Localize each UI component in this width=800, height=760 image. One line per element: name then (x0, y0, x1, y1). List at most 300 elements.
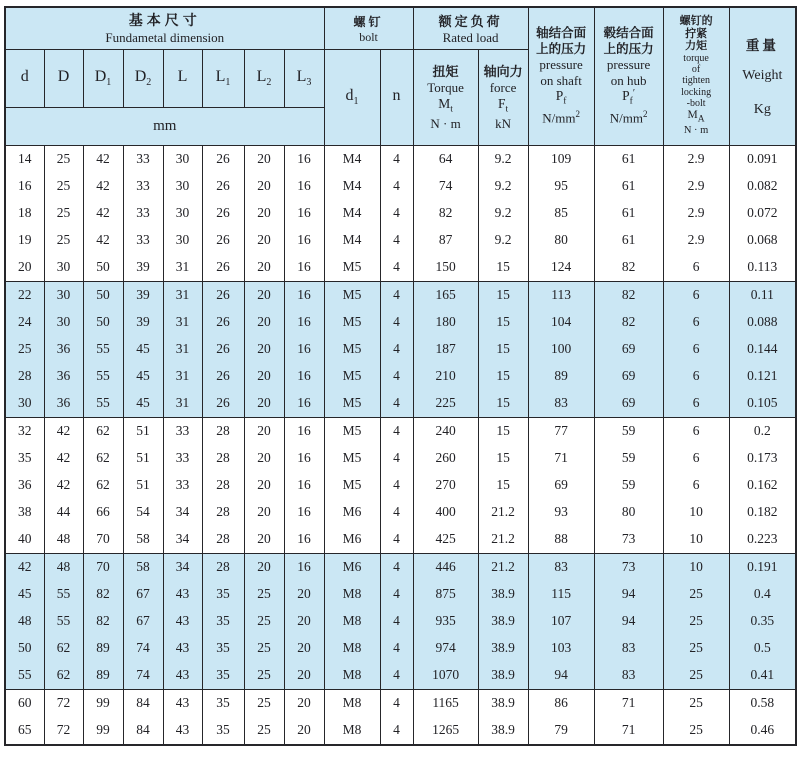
cell: 20 (5, 254, 44, 282)
cell: 36 (5, 472, 44, 499)
cell: M5 (324, 309, 380, 336)
cell: 20 (244, 227, 284, 254)
cell: 16 (284, 281, 324, 309)
cell: 67 (123, 581, 163, 608)
header-rated-load-zh: 额定负荷 (438, 13, 503, 29)
cell: 38.9 (478, 581, 528, 608)
cell: 82 (83, 608, 123, 635)
col-header-pressure-shaft (528, 7, 594, 145)
cell: 33 (123, 145, 163, 173)
header-unit: $N/mm^2$ (542, 108, 580, 126)
cell: 51 (123, 445, 163, 472)
cell: 270 (413, 472, 478, 499)
cell: 26 (202, 363, 244, 390)
cell: 60 (5, 689, 44, 717)
cell: 28 (202, 499, 244, 526)
cell: 54 (123, 499, 163, 526)
cell: M5 (324, 336, 380, 363)
cell: 30 (5, 390, 44, 418)
cell: 6 (663, 445, 729, 472)
cell: 25 (244, 662, 284, 690)
cell: 4 (380, 200, 413, 227)
cell: 64 (413, 145, 478, 173)
cell: 43 (163, 581, 202, 608)
cell: 15 (478, 363, 528, 390)
header-line: Torque (427, 80, 464, 96)
cell: 82 (594, 254, 663, 282)
cell: 69 (594, 363, 663, 390)
cell: 30 (163, 200, 202, 227)
cell: 45 (123, 390, 163, 418)
cell: 40 (5, 526, 44, 554)
cell: 104 (528, 309, 594, 336)
header-line: torque (683, 53, 709, 65)
cell: 400 (413, 499, 478, 526)
cell: 4 (380, 499, 413, 526)
cell: 6 (663, 363, 729, 390)
cell: 69 (594, 336, 663, 363)
cell: 35 (202, 608, 244, 635)
row-group-3 (5, 417, 796, 553)
cell: 62 (83, 417, 123, 445)
cell: 70 (83, 526, 123, 554)
cell: 19 (5, 227, 44, 254)
cell: 65 (5, 717, 44, 745)
table-row (5, 662, 796, 690)
col-header-weight (729, 7, 796, 145)
cell: 20 (244, 526, 284, 554)
cell: 35 (202, 689, 244, 717)
cell: 21.2 (478, 499, 528, 526)
header-line: 拧紧 (685, 27, 708, 40)
cell: 72 (44, 717, 83, 745)
row-group-4 (5, 553, 796, 689)
cell: 25 (44, 227, 83, 254)
col-header-d: d (5, 49, 44, 107)
cell: 79 (528, 717, 594, 745)
cell: M4 (324, 227, 380, 254)
cell: 25 (244, 689, 284, 717)
cell: 20 (244, 309, 284, 336)
cell: 16 (284, 309, 324, 336)
cell: 74 (123, 662, 163, 690)
cell: 20 (284, 717, 324, 745)
cell: 26 (202, 227, 244, 254)
cell: 74 (123, 635, 163, 662)
col-header-axial-force (478, 49, 528, 145)
header-unit: N · m (430, 116, 461, 132)
cell: 35 (202, 581, 244, 608)
cell: 0.068 (729, 227, 796, 254)
cell: 20 (284, 635, 324, 662)
spec-table (4, 6, 797, 746)
cell: 36 (44, 336, 83, 363)
header-bolt (324, 7, 413, 49)
cell: 28 (202, 445, 244, 472)
cell: 28 (202, 553, 244, 581)
cell: 42 (83, 200, 123, 227)
table-row (5, 445, 796, 472)
cell: 30 (163, 173, 202, 200)
cell: 43 (163, 662, 202, 690)
cell: 35 (5, 445, 44, 472)
cell: 26 (202, 336, 244, 363)
col-header-L1: $L_1$ (202, 49, 244, 107)
cell: M6 (324, 499, 380, 526)
cell: 6 (663, 336, 729, 363)
cell: 31 (163, 254, 202, 282)
cell: 15 (478, 390, 528, 418)
cell: M4 (324, 173, 380, 200)
cell: 50 (5, 635, 44, 662)
header-row-1 (5, 7, 796, 49)
cell: M5 (324, 363, 380, 390)
cell: 15 (478, 472, 528, 499)
cell: 0.088 (729, 309, 796, 336)
cell: 25 (244, 635, 284, 662)
table-row (5, 608, 796, 635)
cell: 67 (123, 608, 163, 635)
cell: M8 (324, 608, 380, 635)
col-header-L: L (163, 49, 202, 107)
cell: 48 (44, 526, 83, 554)
cell: 15 (478, 445, 528, 472)
header-unit-mm: mm (5, 107, 324, 145)
cell: 165 (413, 281, 478, 309)
col-header-L2: $L_2$ (244, 49, 284, 107)
cell: 58 (123, 553, 163, 581)
cell: 150 (413, 254, 478, 282)
cell: 26 (202, 309, 244, 336)
cell: 6 (663, 390, 729, 418)
cell: 35 (202, 635, 244, 662)
cell: 20 (244, 553, 284, 581)
header-unit: N · m (683, 125, 709, 137)
cell: 0.173 (729, 445, 796, 472)
cell: 4 (380, 445, 413, 472)
cell: 74 (413, 173, 478, 200)
cell: 9.2 (478, 145, 528, 173)
cell: 100 (528, 336, 594, 363)
cell: 10 (663, 499, 729, 526)
cell: 62 (83, 472, 123, 499)
cell: 84 (123, 689, 163, 717)
cell: 83 (594, 662, 663, 690)
header-line: locking (681, 86, 712, 98)
cell: 6 (663, 254, 729, 282)
cell: 26 (202, 200, 244, 227)
header-line: -bolt (686, 97, 706, 109)
cell: 2.9 (663, 145, 729, 173)
cell: M5 (324, 445, 380, 472)
cell: 4 (380, 689, 413, 717)
table-row (5, 581, 796, 608)
cell: 62 (44, 662, 83, 690)
header-bolt-zh: 螺钉 (353, 14, 384, 29)
header-line: 轴向力 (483, 64, 523, 80)
cell: 71 (594, 717, 663, 745)
table-row (5, 173, 796, 200)
cell: 35 (202, 662, 244, 690)
cell: 974 (413, 635, 478, 662)
cell: 42 (44, 472, 83, 499)
cell: 48 (5, 608, 44, 635)
cell: 31 (163, 390, 202, 418)
cell: 20 (244, 445, 284, 472)
cell: 33 (123, 173, 163, 200)
cell: 15 (478, 281, 528, 309)
cell: 55 (44, 581, 83, 608)
cell: 30 (44, 281, 83, 309)
cell: 35 (202, 717, 244, 745)
cell: 33 (163, 417, 202, 445)
cell: M8 (324, 689, 380, 717)
cell: M5 (324, 417, 380, 445)
cell: 51 (123, 472, 163, 499)
cell: 38.9 (478, 608, 528, 635)
cell: 15 (478, 336, 528, 363)
cell: 4 (380, 581, 413, 608)
cell: 94 (528, 662, 594, 690)
cell: 42 (83, 145, 123, 173)
cell: 0.113 (729, 254, 796, 282)
cell: 9.2 (478, 173, 528, 200)
cell: 16 (284, 553, 324, 581)
table-row (5, 553, 796, 581)
cell: 34 (163, 553, 202, 581)
cell: 2.9 (663, 200, 729, 227)
cell: 43 (163, 635, 202, 662)
header-basic-dimension-en: Fundametal dimension (105, 30, 225, 46)
cell: 0.182 (729, 499, 796, 526)
cell: 31 (163, 281, 202, 309)
cell: 0.35 (729, 608, 796, 635)
cell: 16 (284, 472, 324, 499)
cell: 2.9 (663, 227, 729, 254)
header-unit: kN (495, 116, 512, 132)
cell: 38.9 (478, 689, 528, 717)
cell: 86 (528, 689, 594, 717)
cell: 15 (478, 254, 528, 282)
cell: 1265 (413, 717, 478, 745)
cell: M8 (324, 662, 380, 690)
cell: 4 (380, 309, 413, 336)
cell: 0.41 (729, 662, 796, 690)
cell: 4 (380, 526, 413, 554)
table-row (5, 717, 796, 745)
cell: 4 (380, 145, 413, 173)
cell: 16 (284, 363, 324, 390)
cell: 89 (83, 635, 123, 662)
cell: M5 (324, 281, 380, 309)
row-group-1 (5, 145, 796, 281)
cell: 6 (663, 281, 729, 309)
cell: 20 (244, 173, 284, 200)
cell: 73 (594, 553, 663, 581)
cell: M4 (324, 145, 380, 173)
table-row (5, 363, 796, 390)
table-row (5, 417, 796, 445)
header-symbol: $M_A$ (687, 109, 705, 125)
cell: 4 (380, 254, 413, 282)
cell: 31 (163, 336, 202, 363)
cell: 14 (5, 145, 44, 173)
table-row (5, 227, 796, 254)
cell: 26 (202, 254, 244, 282)
cell: 30 (44, 254, 83, 282)
cell: 107 (528, 608, 594, 635)
cell: 260 (413, 445, 478, 472)
cell: 22 (5, 281, 44, 309)
cell: 20 (244, 145, 284, 173)
cell: 1070 (413, 662, 478, 690)
cell: 24 (5, 309, 44, 336)
table-row (5, 526, 796, 554)
cell: 25 (244, 581, 284, 608)
cell: 71 (528, 445, 594, 472)
header-line: tighten (682, 75, 710, 87)
cell: 55 (44, 608, 83, 635)
header-line: Weight (742, 68, 783, 84)
cell: 25 (663, 635, 729, 662)
cell: M5 (324, 472, 380, 499)
cell: 20 (244, 336, 284, 363)
cell: 83 (528, 553, 594, 581)
cell: 0.105 (729, 390, 796, 418)
cell: 25 (663, 689, 729, 717)
cell: 25 (44, 173, 83, 200)
cell: 28 (202, 417, 244, 445)
cell: 42 (44, 417, 83, 445)
cell: 935 (413, 608, 478, 635)
cell: M6 (324, 553, 380, 581)
cell: 21.2 (478, 526, 528, 554)
cell: 25 (663, 608, 729, 635)
header-line: force (489, 80, 517, 96)
cell: 25 (44, 200, 83, 227)
header-line: pressure (606, 57, 651, 73)
cell: 31 (163, 363, 202, 390)
cell: 0.144 (729, 336, 796, 363)
cell: 95 (528, 173, 594, 200)
cell: 70 (83, 553, 123, 581)
cell: 50 (83, 281, 123, 309)
cell: 69 (528, 472, 594, 499)
cell: 20 (244, 254, 284, 282)
cell: 94 (594, 581, 663, 608)
table-row (5, 635, 796, 662)
cell: 4 (380, 390, 413, 418)
header-unit: $N/mm^2$ (609, 108, 648, 126)
cell: 26 (202, 173, 244, 200)
table-row (5, 390, 796, 418)
cell: 4 (380, 635, 413, 662)
cell: 30 (163, 145, 202, 173)
cell: 30 (163, 227, 202, 254)
cell: 113 (528, 281, 594, 309)
cell: 16 (284, 417, 324, 445)
header-symbol: $P_f$ (555, 88, 567, 108)
header-line: 毂结合面 (603, 25, 654, 40)
cell: 55 (5, 662, 44, 690)
cell: 55 (83, 363, 123, 390)
cell: 210 (413, 363, 478, 390)
cell: 9.2 (478, 227, 528, 254)
cell: 34 (163, 499, 202, 526)
cell: 2.9 (663, 173, 729, 200)
cell: 80 (528, 227, 594, 254)
cell: 875 (413, 581, 478, 608)
cell: 25 (663, 717, 729, 745)
cell: 20 (244, 200, 284, 227)
cell: 39 (123, 281, 163, 309)
cell: 33 (123, 200, 163, 227)
cell: 59 (594, 472, 663, 499)
cell: 38.9 (478, 662, 528, 690)
cell: 0.121 (729, 363, 796, 390)
col-header-d1: $d_1$ (324, 49, 380, 145)
cell: 45 (123, 363, 163, 390)
cell: 43 (163, 689, 202, 717)
cell: 20 (284, 662, 324, 690)
cell: 28 (202, 472, 244, 499)
cell: 4 (380, 336, 413, 363)
cell: 45 (5, 581, 44, 608)
cell: 225 (413, 390, 478, 418)
cell: 6 (663, 472, 729, 499)
cell: 28 (202, 526, 244, 554)
cell: 42 (83, 227, 123, 254)
cell: 124 (528, 254, 594, 282)
cell: 4 (380, 717, 413, 745)
cell: 82 (594, 309, 663, 336)
cell: 16 (284, 445, 324, 472)
header-line: 螺钉的 (679, 15, 713, 28)
cell: M5 (324, 390, 380, 418)
cell: 0.4 (729, 581, 796, 608)
table-row (5, 472, 796, 499)
cell: 0.46 (729, 717, 796, 745)
col-header-D: D (44, 49, 83, 107)
header-line: on shaft (540, 72, 582, 88)
table-row (5, 336, 796, 363)
cell: 61 (594, 145, 663, 173)
cell: 16 (284, 145, 324, 173)
cell: 36 (44, 363, 83, 390)
cell: 16 (284, 227, 324, 254)
cell: 16 (284, 200, 324, 227)
cell: 31 (163, 309, 202, 336)
cell: 16 (5, 173, 44, 200)
cell: 4 (380, 417, 413, 445)
cell: 16 (284, 526, 324, 554)
cell: 62 (83, 445, 123, 472)
table-row (5, 200, 796, 227)
cell: 51 (123, 417, 163, 445)
cell: 15 (478, 309, 528, 336)
cell: 0.191 (729, 553, 796, 581)
cell: 80 (594, 499, 663, 526)
cell: 103 (528, 635, 594, 662)
cell: 20 (284, 608, 324, 635)
cell: 16 (284, 254, 324, 282)
header-line: pressure (539, 57, 583, 73)
cell: 25 (244, 717, 284, 745)
col-header-pressure-hub (594, 7, 663, 145)
cell: 42 (44, 445, 83, 472)
cell: 93 (528, 499, 594, 526)
header-rated-load (413, 7, 528, 49)
